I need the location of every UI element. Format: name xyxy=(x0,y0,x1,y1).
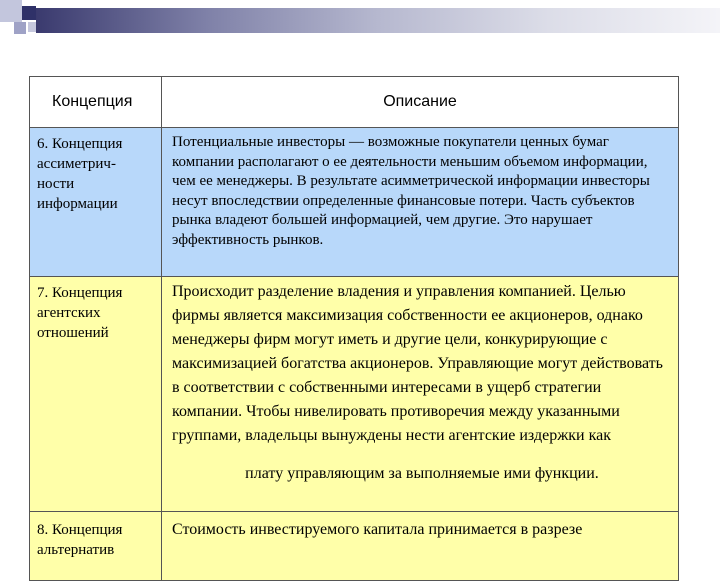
concept-cell: 8. Концепция альтернатив xyxy=(30,512,162,581)
decor-square-dark xyxy=(22,6,36,20)
header-description: Описание xyxy=(162,77,679,128)
table-row xyxy=(30,512,679,581)
table-row xyxy=(30,128,679,277)
table-row xyxy=(30,277,679,512)
description-cell xyxy=(162,277,679,512)
description-tail: плату управляющим за выполняемые ими функции. xyxy=(245,465,599,482)
decor-square-large xyxy=(0,0,22,22)
concepts-table xyxy=(29,76,679,581)
description-cell: Стоимость инвестируемого капитала принимается в разрезе xyxy=(162,512,679,581)
table-header-row xyxy=(30,77,679,128)
title-gradient-bar xyxy=(36,8,720,33)
concept-cell: 7. Концепция агентских отношений xyxy=(30,277,162,512)
concept-cell: 6. Концепция ассиметрич- ности информации xyxy=(30,128,162,277)
description-text: Происходит разделение владения и управления компанией. Целью фирмы является максимизация собственности ее акционеров, однако менеджеры фирм могут иметь и другие цели, конкурирующие с максимизацией богатства акционеров. Управляющие могут действовать в соответствии с собственными интересами в ущерб стратегии компании. Чтобы нивелировать противоречия между указанными группами, владельцы вынуждены нести агентские издержки как xyxy=(172,283,663,444)
decor-square-small xyxy=(14,22,26,34)
description-cell: Потенциальные инвесторы — возможные покупатели ценных бумаг компании располагают о ее деятельности меньшим объемом информации, чем ее менеджеры. В результате асимметрической информации инвесторы несут впоследствии определенные финансовые потери. Часть субъектов рынка владеют большей информацией, чем другие. Это нарушает эффективность рынков. xyxy=(162,128,679,277)
header-concept: Концепция xyxy=(30,77,162,128)
